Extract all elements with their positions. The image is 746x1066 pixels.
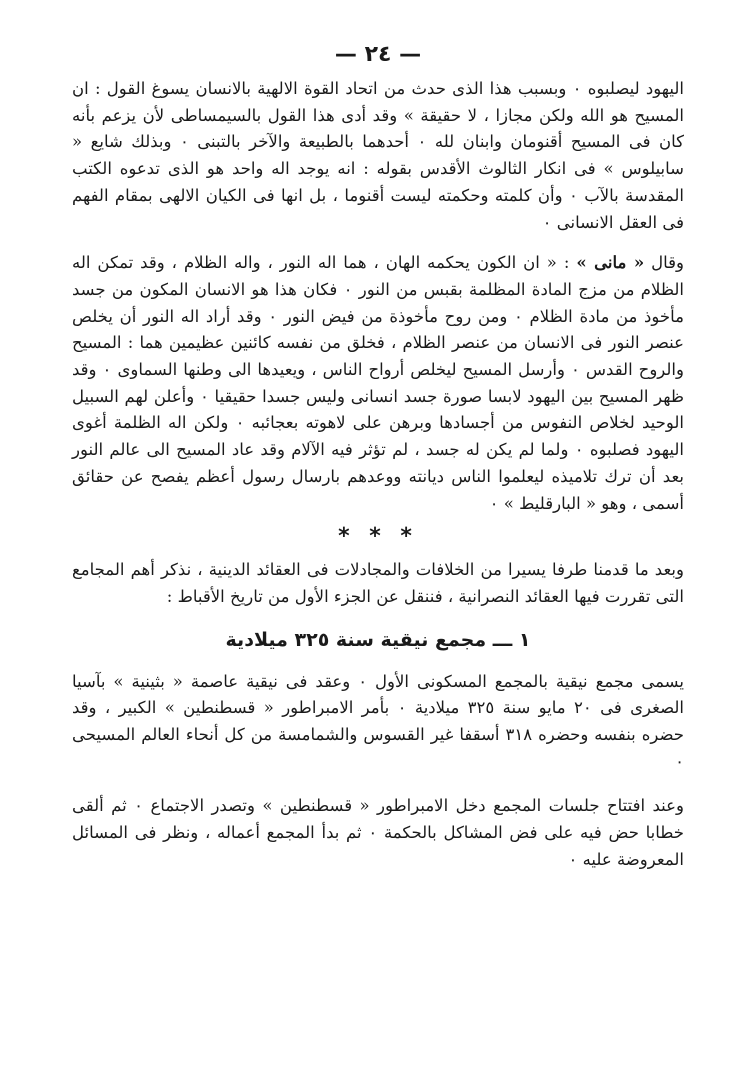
paragraph-sabellius: اليهود ليصلبوه ٠ وبسبب هذا الذى حدث من اتحاد القوة الالهية بالانسان يسوغ القول : ان المسيح هو الله ولكن مجازا ، لا حقيقة » وقد أدى هذا القول بالسيمساطى لأن يزعم بأنه كان فى المسيح أقنومان وابنان لله ٠ أحدهما بالطبيعة والآخر بالتبنى ٠ وبذلك شايع « سابيلوس » فى انكار الثالوث الأقدس بقوله : انه يوجد اله واحد هو الذى تدعوه الكتب المقدسة بالآب ٠ وأن كلمته وحكمته ليست أقنوما ، بل انها فى الكيان الالهى بمقام الفهم فى العقل الانسانى ٠ — [72, 79, 685, 232]
mani-name: « مانى » — [576, 253, 645, 273]
mani-lead: وقال — [651, 253, 685, 273]
paragraph-nicaea-2: وعند افتتاح جلسات المجمع دخل الامبراطور « قسطنطين » وتصدر الاجتماع ٠ ثم ألقى خطابا حض فيه على فض المشاكل بالحكمة ٠ ثم بدأ المجمع أعماله ، ونظر فى المسائل المعروضة عليه ٠ — [72, 796, 684, 869]
page-number: — ٢٤ — — [334, 42, 422, 67]
paragraph-intro: وبعد ما قدمنا طرفا يسيرا من الخلافات والمجادلات فى العقائد الدينية ، نذكر أهم المجامع التى تقررت فيها العقائد النصرانية ، فننقل عن الجزء الأول من تاريخ الأقباط : — [72, 560, 684, 606]
paragraph-gap — [72, 236, 684, 250]
section-separator: * * * — [338, 524, 418, 550]
mani-text: : « ان الكون يحكمه الهان ، هما اله النور ، واله الظلام ، وقد تمكن اله الظلام من مزج المادة المظلمة بقبس من النور ٠ فكان هذا هو الانسان المكون من جسد مأخوذ من مادة الظلام ٠ ومن روح مأخوذة من فيض النور ٠ وقد أراد اله النور أن يخلص عنصر النور فى الانسان من عنصر الظلام ، فخلق من نفسه كائنين عظيمين هما : المسيح والروح القدس ٠ وأرسل المسيح ليخلص أرواح الناس ، ويعيدها الى وطنها السماوى ٠ وقد ظهر المسيح بين اليهود لابسا صورة جسد انسانى وليس جسدا حقيقيا ٠ وأعلن لهم السبيل الوحيد لخلاص النفوس من أجسادها وبرهن على لاهوته بعجائبه ٠ ولكن اله الظلمة أغوى اليهود فصلبوه ٠ ولما لم يكن له جسد ، لم تؤثر فيه الآلام وقد عاد المسيح الى عالم النور بعد أن ترك تلاميذه ليعلموا الناس ديانته ووعدهم بارسال رسول أعظم يفصح عن حقائق أسمى ، وهو « البارقليط » ٠ — [72, 253, 684, 513]
paragraph-mani — [72, 250, 684, 517]
paragraph-gap — [72, 775, 684, 793]
paragraph-nicaea-1: يسمى مجمع نيقية بالمجمع المسكونى الأول ٠ وعقد فى نيقية عاصمة « بثينية » بآسيا الصغرى فى ٢٠ مايو سنة ٣٢٥ ميلادية ٠ بأمر الامبراطور « قسطنطين » الكبير ، وقد حضره بنفسه وحضره ٣١٨ أسقفا غير القسوس والشمامسة من كل أنحاء العالم المسيحى ٠ — [72, 671, 684, 771]
section-heading: ١ ـــ مجمع نيقية سنة ٣٢٥ ميلادية — [225, 628, 531, 651]
